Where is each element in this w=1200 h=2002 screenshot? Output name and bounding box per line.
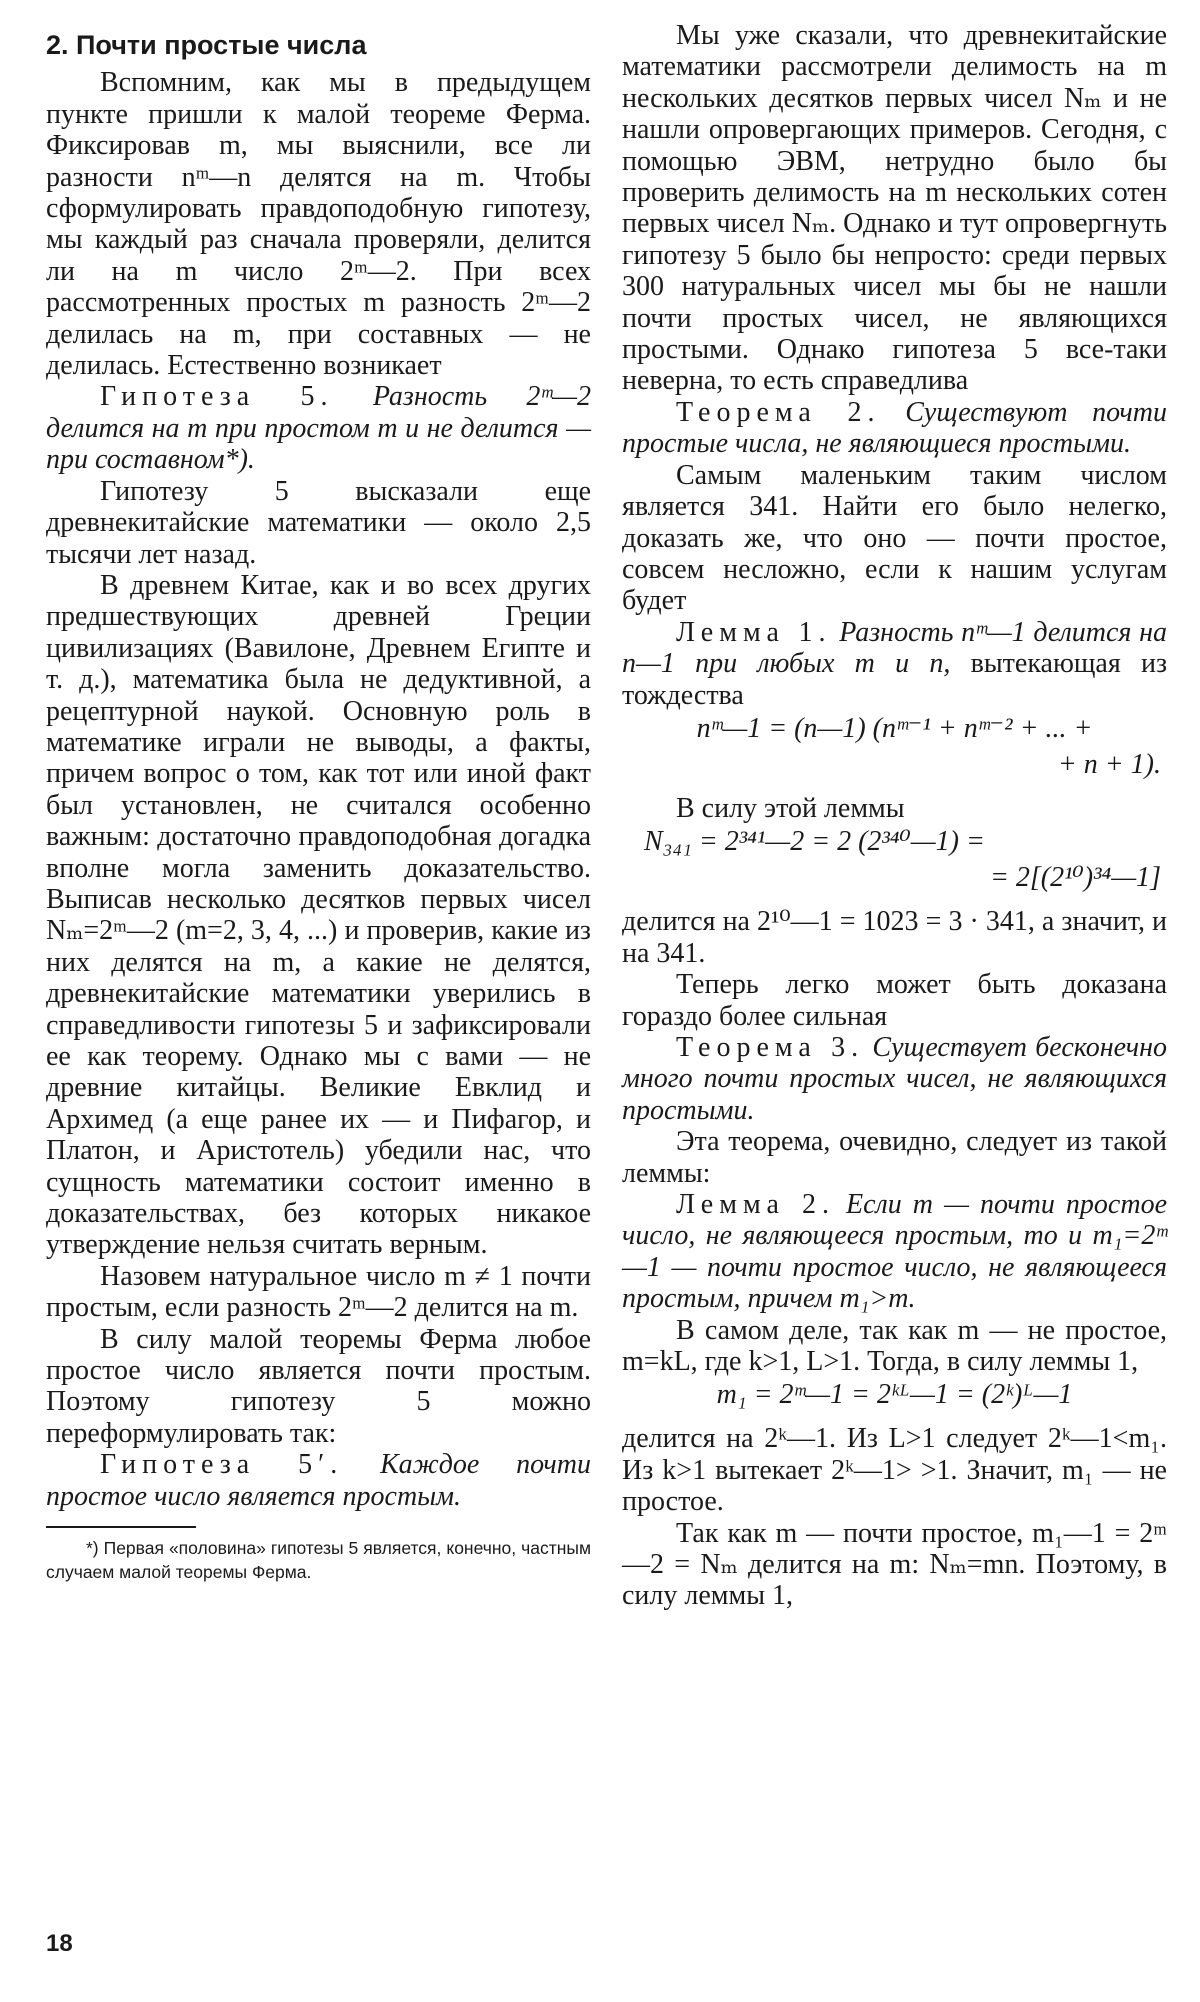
theorem-3-text: Существует бесконечно много почти простых чисел, не являющихся простыми. (622, 1031, 1167, 1126)
paragraph-stronger: Теперь легко может быть доказана гораздо более сильная (622, 969, 1167, 1032)
right-column (622, 20, 1167, 1612)
lemma-1 (622, 617, 1167, 711)
lemma-1-tail: вытекающая из тождества (622, 648, 1168, 711)
theorem-3 (622, 1032, 1167, 1126)
lemma-2 (622, 1189, 1167, 1315)
paragraph-proof-almost-prime: Так как m — почти простое, m₁—1 = 2ᵐ—2 = Nₘ делится на m: Nₘ=mn. Поэтому, в силу леммы 1, (622, 1517, 1167, 1612)
lemma-1-label: Лемма 1. (676, 616, 832, 648)
hypothesis-5-text: Разность 2ᵐ—2 делится на m при простом m и не делится — при составном*). (46, 381, 592, 476)
formula-n341-line2: = 2[(2¹⁰)³⁴—1] (990, 862, 1161, 894)
paragraph-proof-start: В самом деле, так как m — не простое, m=kL, где k>1, L>1. Тогда, в силу леммы 1, (622, 1314, 1167, 1378)
theorem-3-label: Теорема 3. (676, 1031, 865, 1063)
paragraph-chinese: Гипотезу 5 высказали еще древнекитайские математики — около 2,5 тысячи лет назад. (46, 475, 591, 570)
paragraph-intro: Вспомним, как мы в предыдущем пункте пришли к малой теореме Ферма. Фиксировав m, мы выяснили, все ли разности nᵐ—n делятся на m. Чтобы сформулировать правдоподобную гипотезу, мы каждый раз сначала проверяли, делится ли на m число 2ᵐ—2. При всех рассмотренных простых m разность 2ᵐ—2 делилась на m, при составных — не делилась. Естественно возникает (46, 67, 591, 382)
paragraph-follows: Эта теорема, очевидно, следует из такой леммы: (622, 1126, 1167, 1189)
formula-m1: m₁ = 2ᵐ—1 = 2ᵏᴸ—1 = (2ᵏ)ᴸ—1 (716, 1379, 1073, 1411)
lemma-1-text: Разность nᵐ—1 делится на n—1 при любых m и n, (622, 616, 1167, 680)
formula-identity-line2: + n + 1). (1057, 748, 1161, 780)
formula-identity-line1: nᵐ—1 = (n—1) (nᵐ⁻¹ + nᵐ⁻² + ... + (696, 712, 1093, 744)
left-column (46, 20, 591, 1584)
lemma-2-text: Если m — почти простое число, не являющееся простым, то и m₁=2ᵐ—1 — почти простое число, не являющееся простым, причем m₁>m. (622, 1189, 1168, 1315)
hypothesis-5-prime-label: Гипотеза 5′. (100, 1449, 344, 1481)
hypothesis-5-label: Гипотеза 5. (100, 381, 334, 413)
paragraph-computers: Мы уже сказали, что древнекитайские математики рассмотрели делимость на m нескольких десятков первых чисел Nₘ и не нашли опровергающих примеров. Сегодня, с помощью ЭВМ, нетрудно было бы проверить делимость на m нескольких сотен первых чисел Nₘ. Однако и тут опровергнуть гипотезу 5 было бы непросто: среди первых 300 натуральных чисел мы бы не нашли почти простых чисел, не являющихся простыми. Однако гипотеза 5 все-таки неверна, то есть справедлива (622, 20, 1167, 397)
paragraph-proof-divisible: делится на 2ᵏ—1. Из L>1 следует 2ᵏ—1<m₁. Из k>1 вытекает 2ᵏ—1> >1. Значит, m₁ — не простое. (622, 1423, 1167, 1518)
section-title: 2. Почти простые числа (46, 30, 367, 60)
theorem-2-text: Существуют почти простые числа, не являющиеся простыми. (622, 396, 1167, 460)
hypothesis-5-prime-text: Каждое почти простое число является простым. (46, 1449, 592, 1512)
formula-n341-line1: N₃₄₁ = 2³⁴¹—2 = 2 (2³⁴⁰—1) = (644, 826, 985, 858)
page-number: 18 (46, 1930, 73, 1957)
paragraph-ancient-china: В древнем Китае, как и во всех других предшествующих древней Греции цивилизациях (Вавилоне, Древнем Египте и т. д.), математика была не дедуктивной, а рецептурной наукой. Основную роль в математике играли не выводы, а факты, причем вопрос о том, как тот или иной факт был установлен, не считался особенно важным: достаточно правдоподобная догадка вполне могла заменить доказательство. Выписав несколько десятков первых чисел Nₘ=2ᵐ—2 (m=2, 3, 4, ...) и проверив, какие из них делятся на m, а какие не делятся, древнекитайские математики уверились в справедливости гипотезы 5 и зафиксировали ее как теорему. Однако мы с вами — не древние китайцы. Великие Евклид и Архимед (а еще ранее их — и Пифагор, и Платон, и Аристотель) убедили нас, что сущность математики состоит именно в доказательствах, без которых никакое утверждение нельзя считать верным. (46, 569, 591, 1261)
hypothesis-5 (46, 381, 591, 475)
paragraph-fermat: В силу малой теоремы Ферма любое простое число является почти простым. Поэтому гипотезу 5 можно переформулировать так: (46, 1323, 591, 1449)
paragraph-divisible: делится на 2¹⁰—1 = 1023 = 3 · 341, а значит, и на 341. (622, 906, 1167, 969)
paragraph-341: Самым маленьким таким числом является 341. Найти его было нелегко, доказать же, что оно — почти простое, совсем несложно, если к нашим услугам будет (622, 459, 1167, 617)
theorem-2-label: Теорема 2. (676, 396, 881, 428)
paragraph-definition: Назовем натуральное число m ≠ 1 почти простым, если разность 2ᵐ—2 делится на m. (46, 1260, 591, 1324)
paragraph-by-lemma: В силу этой леммы (676, 792, 905, 824)
lemma-2-label: Лемма 2. (676, 1189, 835, 1220)
theorem-2 (622, 397, 1167, 460)
footnote: *) Первая «половина» гипотезы 5 является, конечно, частным случаем малой теоремы Ферма. (46, 1538, 591, 1583)
footnote-divider (46, 1526, 196, 1528)
hypothesis-5-prime (46, 1449, 591, 1512)
